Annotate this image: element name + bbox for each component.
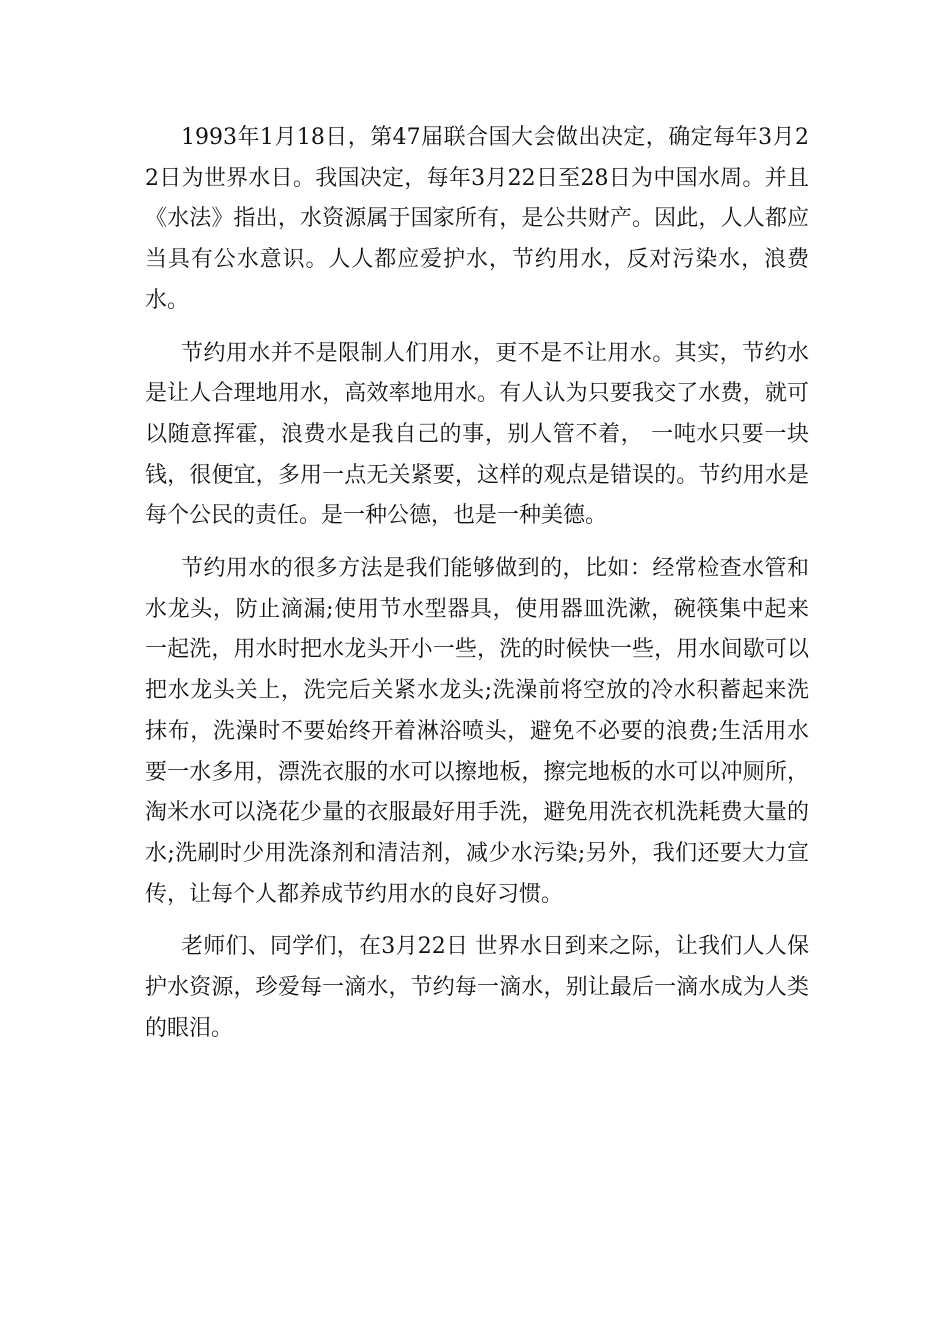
paragraph-1: 1993年1月18日，第47届联合国大会做出决定，确定每年3月22日为世界水日。我国决定，每年3月22日至28日为中国水周。并且《水法》指出，水资源属于国家所有，是公共财产。因此，人人都应当具有公水意识。人人都应爱护水，节约用水，反对污染水，浪费水。 xyxy=(145,125,809,313)
paragraph-4: 老师们、同学们，在3月22日 世界水日到来之际，让我们人人保护水资源，珍爱每一滴水，节约每一滴水，别让最后一滴水成为人类的眼泪。 xyxy=(145,934,809,1041)
document-body xyxy=(145,118,809,1061)
paragraph-2: 节约用水并不是限制人们用水，更不是不让用水。其实，节约水是让人合理地用水，高效率地用水。有人认为只要我交了水费，就可以随意挥霍，浪费水是我自己的事，别人管不着， 一吨水只要一块钱，很便宜，多用一点无关紧要，这样的观点是错误的。节约用水是每个公民的责任。是一种公德，也是一种美德。 xyxy=(145,340,809,529)
paragraph-3: 节约用水的很多方法是我们能够做到的，比如：经常检查水管和水龙头，防止滴漏;使用节水型器具，使用器皿洗漱，碗筷集中起来一起洗，用水时把水龙头开小一些，洗的时候快一些，用水间歇可以把水龙头关上，洗完后关紧水龙头;洗澡前将空放的冷水积蓄起来洗抹布，洗澡时不要始终开着淋浴喷头，避免不必要的浪费;生活用水要一水多用，漂洗衣服的水可以擦地板，擦完地板的水可以冲厕所，淘米水可以浇花少量的衣服最好用手洗，避免用洗衣机洗耗费大量的水;洗刷时少用洗涤剂和清洁剂，减少水污染;另外，我们还要大力宣传，让每个人都养成节约用水的良好习惯。 xyxy=(145,556,809,907)
